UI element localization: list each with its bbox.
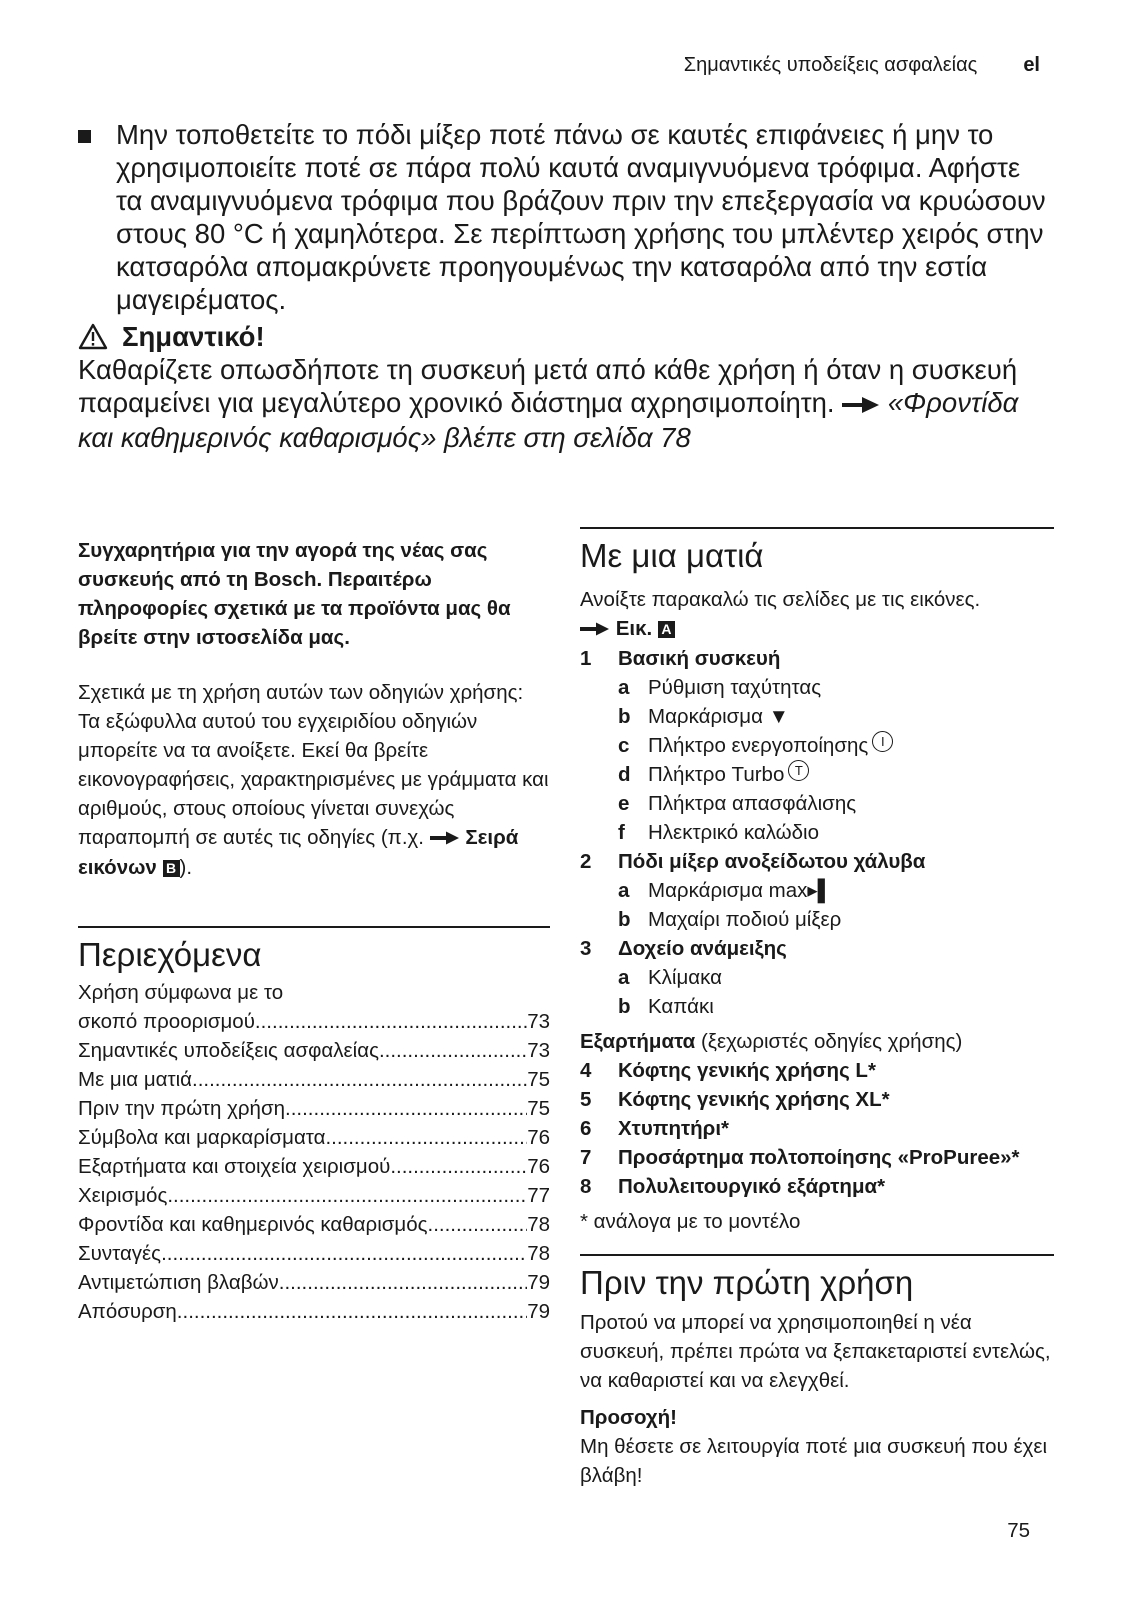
accessory-item	[580, 1114, 1054, 1143]
toc-entry-label: Απόσυρση	[78, 1300, 177, 1324]
accessories-heading	[580, 1027, 1054, 1056]
accessory-item	[580, 1143, 1054, 1172]
section-divider	[580, 1254, 1054, 1256]
toc-entry[interactable]	[78, 1065, 550, 1094]
important-notice	[78, 320, 1050, 454]
accessory-number: 4	[580, 1059, 592, 1083]
toc-entry-page: 73	[527, 1039, 550, 1063]
language-code: el	[1023, 54, 1040, 76]
toc-entry-page: 78	[527, 1213, 550, 1237]
figure-reference[interactable]	[580, 614, 1054, 644]
accessory-label: Πολυλειτουργικό εξάρτημα*	[618, 1175, 886, 1199]
toc-leader	[390, 1152, 527, 1181]
header-title: Σημαντικές υποδείξεις ασφαλείας	[683, 54, 978, 76]
toc-entry[interactable]	[78, 1152, 550, 1181]
subpart-item	[580, 673, 1054, 702]
glance-text: Ανοίξτε παρακαλώ τις σελίδες με τις εικόνες.	[580, 588, 981, 611]
usage-text: Σχετικά με τη χρήση αυτών των οδηγιών χρήσης: Τα εξώφυλλα αυτού του εγχειριδίου οδηγιών μπορείτε να τα ανοίξετε. Εκεί θα βρείτε εικονογραφήσεις, χαρακτηρισμένες με γράμματα και αριθμούς, στους οποίους γίνεται συνεχώς παραπομπή σε αυτές τις οδηγίες (π.χ.	[78, 681, 549, 849]
usage-end: ).	[179, 856, 193, 880]
accessory-label: Προσάρτημα πολτοποίησης «ProPuree»*	[618, 1146, 1020, 1170]
toc-entry-label: Σημαντικές υποδείξεις ασφαλείας	[78, 1039, 379, 1063]
toc-entry-page: 76	[527, 1155, 550, 1179]
right-column	[580, 527, 1054, 1490]
subpart-item	[580, 992, 1054, 1021]
subpart-label: Καπάκι	[648, 995, 714, 1019]
usage-paragraph	[78, 678, 550, 882]
important-heading	[78, 320, 1050, 353]
warning-triangle-icon	[78, 323, 108, 350]
toc-entry-page: 73	[527, 1010, 550, 1034]
subpart-item	[580, 731, 1054, 760]
accessory-item	[580, 1172, 1054, 1201]
part-label: Πόδι μίξερ ανοξείδωτου χάλυβα	[618, 850, 926, 874]
section-divider	[580, 527, 1054, 529]
footnote: * ανάλογα με το μοντέλο	[580, 1210, 801, 1234]
arrow-right-icon	[430, 824, 460, 853]
toc-entry[interactable]	[78, 1007, 550, 1036]
toc-entry[interactable]	[78, 1123, 550, 1152]
toc-leader	[255, 1007, 527, 1036]
toc-entry-label: σκοπό προορισμού	[78, 1010, 255, 1034]
arrow-right-icon	[842, 388, 880, 421]
toc-title: Περιεχόμενα	[78, 936, 262, 974]
part-number: 3	[580, 937, 592, 961]
subpart-item	[580, 818, 1054, 847]
subpart-item	[580, 963, 1054, 992]
part-item	[580, 847, 1054, 876]
toc-entry-page: 75	[527, 1097, 550, 1121]
toc-leader	[285, 1094, 527, 1123]
arrow-right-icon	[580, 615, 610, 644]
subpart-label: Μαρκάρισμα max▸▌	[648, 879, 833, 903]
toc-leader	[177, 1297, 527, 1326]
toc-entry-label: Πριν την πρώτη χρήση	[78, 1097, 286, 1121]
subpart-label: Ρύθμιση ταχύτητας	[648, 676, 822, 700]
toc-entry-page: 79	[527, 1300, 550, 1324]
accessories-note: (ξεχωριστές οδηγίες χρήσης)	[700, 1030, 963, 1054]
care-cross-reference-link[interactable]: «Φροντίδα και καθημερινός καθαρισμός» βλέπε στη σελίδα 78	[78, 387, 1019, 454]
first-use-text: Προτού να μπορεί να χρησιμοποιηθεί η νέα συσκευή, πρέπει πρώτα να ξεπακεταριστεί εντελώς, να καθαριστεί και να ελεγχθεί.	[580, 1311, 1051, 1393]
toc-leader	[325, 1123, 527, 1152]
safety-bullet	[78, 118, 1050, 316]
toc-entry[interactable]	[78, 1181, 550, 1210]
accessory-item	[580, 1056, 1054, 1085]
toc-leader	[192, 1065, 527, 1094]
power-symbol-icon: I	[872, 731, 893, 752]
important-title: Σημαντικό!	[122, 321, 265, 352]
running-header	[684, 54, 1040, 77]
toc-leader	[279, 1268, 527, 1297]
accessory-label: Κόφτης γενικής χρήσης L*	[618, 1059, 876, 1083]
important-text: Καθαρίζετε οπωσδήποτε τη συσκευή μετά από κάθε χρήση ή όταν η συσκευή παραμείνει για μεγαλύτερο χρονικό διάστημα αχρησιμοποίητη.	[78, 354, 1018, 418]
part-number: 1	[580, 647, 592, 671]
subpart-label: Κλίμακα	[648, 966, 722, 990]
toc-leader	[167, 1181, 527, 1210]
part-item	[580, 934, 1054, 963]
subpart-item	[580, 760, 1054, 789]
toc-entry-page: 76	[527, 1126, 550, 1150]
toc-entry-label: Με μια ματιά	[78, 1068, 192, 1092]
toc-entry[interactable]	[78, 1239, 550, 1268]
important-body	[78, 353, 1050, 454]
turbo-symbol-icon: T	[788, 760, 809, 781]
subpart-item	[580, 905, 1054, 934]
subpart-letter: a	[618, 966, 630, 990]
subpart-letter: f	[618, 821, 625, 845]
glance-title: Με μια ματιά	[580, 537, 764, 574]
part-number: 2	[580, 850, 592, 874]
toc-entry-label: Αντιμετώπιση βλαβών	[78, 1271, 279, 1295]
subpart-letter: e	[618, 792, 630, 816]
toc-entry-page: 77	[527, 1184, 550, 1208]
figure-box-a: A	[658, 621, 675, 638]
figure-series-link[interactable]: Σειρά εικόνων	[78, 826, 519, 880]
page-number: 75	[1007, 1519, 1030, 1542]
left-column	[78, 536, 550, 1326]
toc-entry-page: 79	[527, 1271, 550, 1295]
toc-entry[interactable]	[78, 1268, 550, 1297]
subpart-item	[580, 702, 1054, 731]
bullet-square-icon	[78, 130, 91, 143]
accessory-item	[580, 1085, 1054, 1114]
subpart-label: Μαχαίρι ποδιού μίξερ	[648, 908, 842, 932]
toc-leader	[379, 1036, 527, 1065]
subpart-letter: b	[618, 705, 631, 729]
subpart-item	[580, 876, 1054, 905]
toc-entry[interactable]	[78, 1036, 550, 1065]
accessory-number: 7	[580, 1146, 592, 1170]
toc-leader	[161, 1239, 527, 1268]
part-item	[580, 644, 1054, 673]
intro-paragraph: Συγχαρητήρια για την αγορά της νέας σας συσκευής από τη Bosch. Περαιτέρω πληροφορίες σχετικά με τα προϊόντα μας θα βρείτε στην ιστοσελίδα μας.	[78, 539, 511, 649]
subpart-letter: b	[618, 995, 631, 1019]
table-of-contents	[78, 1007, 550, 1326]
accessory-label: Κόφτης γενικής χρήσης XL*	[618, 1088, 890, 1112]
accessories-title: Εξαρτήματα	[580, 1030, 696, 1054]
section-divider	[78, 926, 550, 928]
subpart-letter: b	[618, 908, 631, 932]
toc-entry-label: Σύμβολα και μαρκαρίσματα	[78, 1126, 326, 1150]
accessory-number: 6	[580, 1117, 592, 1141]
safety-bullet-text: Μην τοποθετείτε το πόδι μίξερ ποτέ πάνω σε καυτές επιφάνειες ή μην το χρησιμοποιείτε ποτέ σε πάρα πολύ καυτά αναμιγνυόμενα τρόφιμα. Αφήστε τα αναμιγνυόμενα τρόφιμα που βράζουν πριν την επεξεργασία να κρυώσουν στους 80 °C ή χαμηλότερα. Σε περίπτωση χρήσης του μπλέντερ χειρός στην κατσαρόλα απομακρύνετε προηγουμένως την κατσαρόλα από την εστία μαγειρέματος.	[116, 119, 1046, 315]
accessory-number: 8	[580, 1175, 592, 1199]
subpart-label: Πλήκτρο Turbo	[648, 763, 785, 787]
figure-label: Εικ.	[615, 617, 653, 640]
toc-entry-label: Χειρισμός	[78, 1184, 168, 1208]
subpart-letter: d	[618, 763, 631, 787]
toc-entry-label: Εξαρτήματα και στοιχεία χειρισμού	[78, 1155, 391, 1179]
toc-entry-page: 75	[527, 1068, 550, 1092]
toc-entry[interactable]	[78, 1094, 550, 1123]
part-label: Δοχείο ανάμειξης	[618, 937, 787, 961]
subpart-letter: a	[618, 879, 630, 903]
subpart-label: Πλήκτρο ενεργοποίησης	[648, 734, 869, 758]
toc-entry-page: 78	[527, 1242, 550, 1266]
first-use-title: Πριν την πρώτη χρήση	[580, 1264, 914, 1302]
subpart-letter: a	[618, 676, 630, 700]
subpart-label: Ηλεκτρικό καλώδιο	[648, 821, 820, 845]
figure-box-b: B	[163, 860, 180, 877]
subpart-letter: c	[618, 734, 630, 758]
subpart-label: Μαρκάρισμα ▼	[648, 705, 789, 729]
caution-title: Προσοχή!	[580, 1406, 677, 1430]
toc-entry[interactable]	[78, 1297, 550, 1326]
toc-entry[interactable]	[78, 1210, 550, 1239]
toc-first-line: Χρήση σύμφωνα με το	[78, 981, 284, 1005]
toc-leader	[428, 1210, 528, 1239]
part-label: Βασική συσκευή	[618, 647, 781, 671]
caution-text: Μη θέσετε σε λειτουργία ποτέ μια συσκευή που έχει βλάβη!	[580, 1435, 1048, 1488]
toc-entry-label: Φροντίδα και καθημερινός καθαρισμός	[78, 1213, 428, 1237]
accessory-label: Χτυπητήρι*	[618, 1117, 729, 1141]
subpart-label: Πλήκτρα απασφάλισης	[648, 792, 857, 816]
toc-entry-label: Συνταγές	[78, 1242, 162, 1266]
subpart-item	[580, 789, 1054, 818]
accessory-number: 5	[580, 1088, 592, 1112]
